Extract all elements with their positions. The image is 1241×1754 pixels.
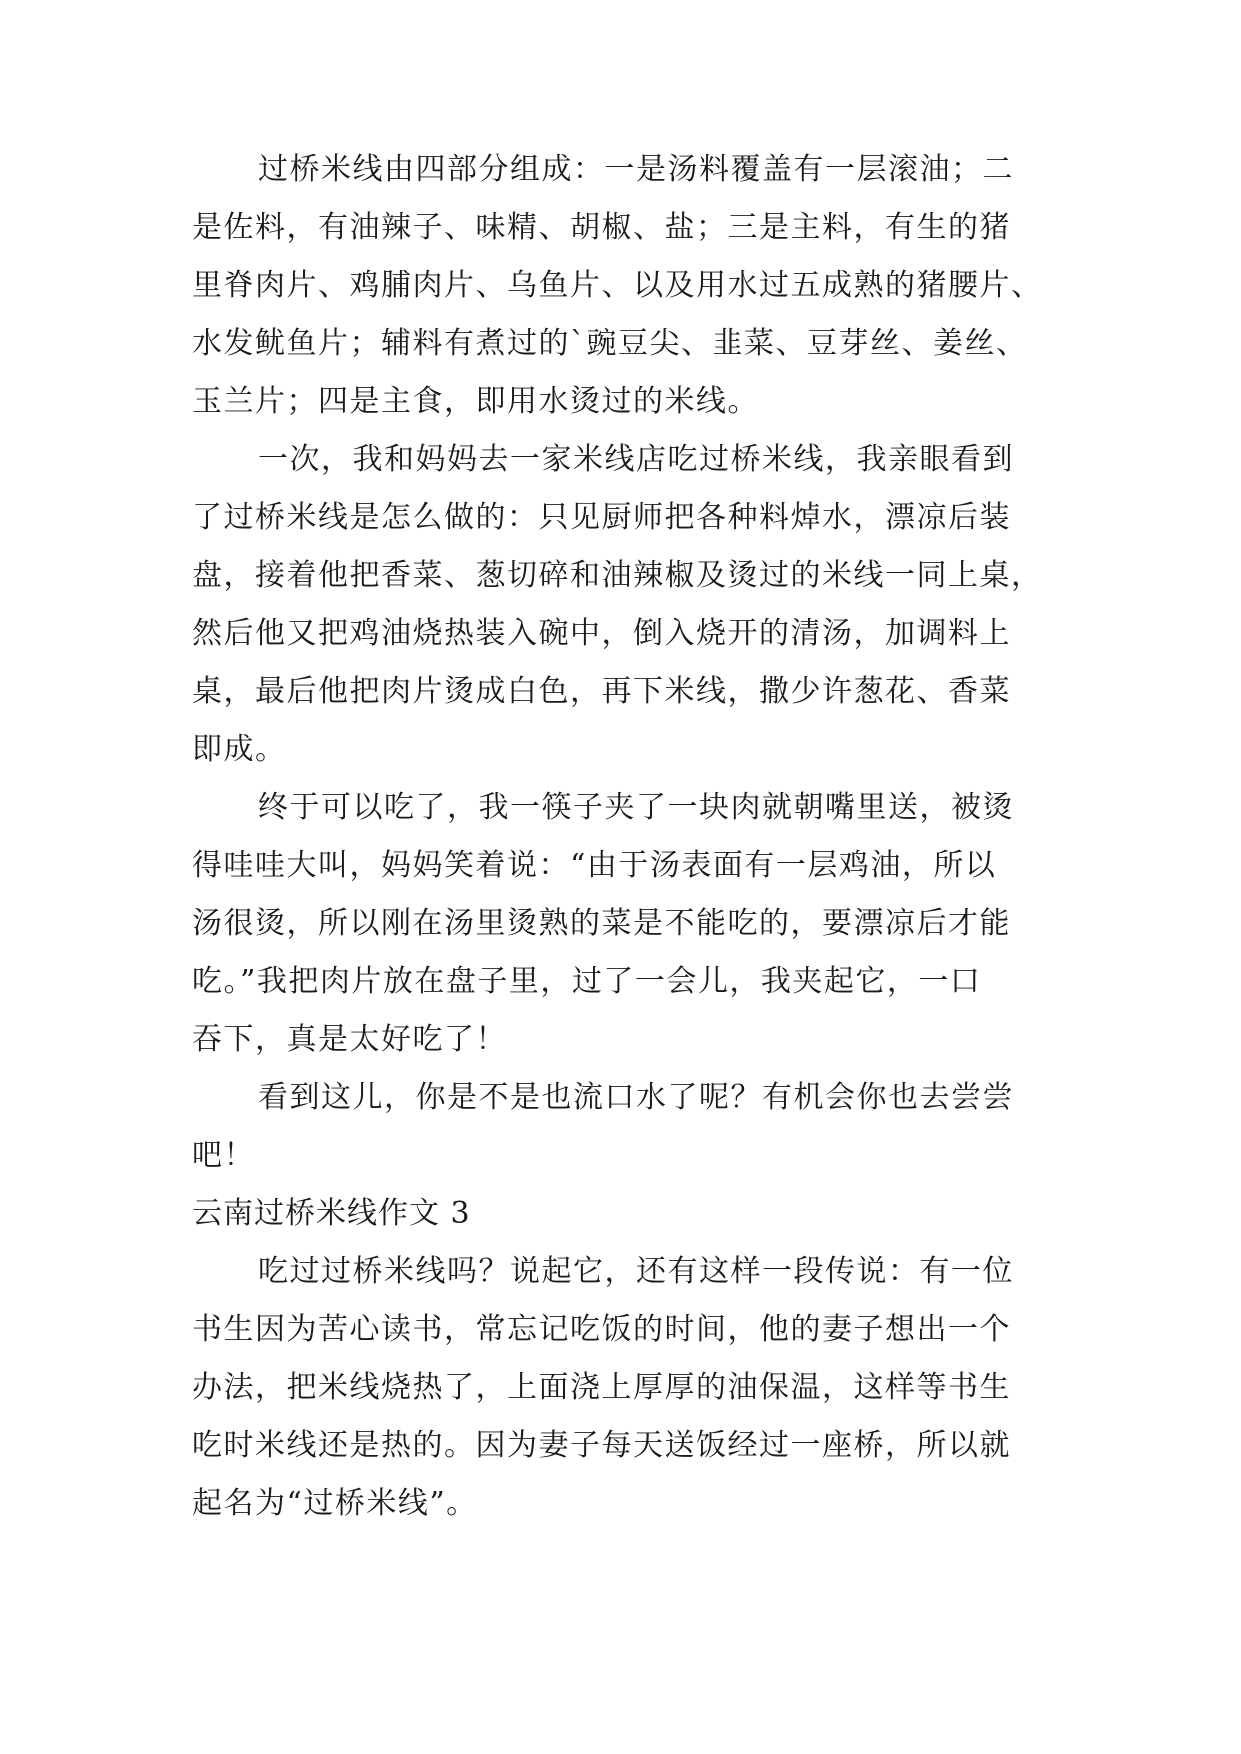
paragraph-2-line-1: 一次，我和妈妈去一家米线店吃过桥米线，我亲眼看到 xyxy=(258,442,1014,477)
paragraph-5-line-4: 吃时米线还是热的。因为妻子每天送饭经过一座桥，所以就 xyxy=(192,1428,1011,1463)
paragraph-2-line-4: 然后他又把鸡油烧热装入碗中，倒入烧开的清汤，加调料上 xyxy=(192,616,1011,651)
paragraph-3-line-2: 得哇哇大叫，妈妈笑着说：“由于汤表面有一层鸡油，所以 xyxy=(192,848,997,883)
paragraph-4-line-2: 吧！ xyxy=(192,1138,255,1173)
paragraph-3-line-5: 吞下，真是太好吃了！ xyxy=(192,1022,507,1057)
paragraph-3-line-1: 终于可以吃了，我一筷子夹了一块肉就朝嘴里送，被烫 xyxy=(258,790,1014,825)
paragraph-5-line-1: 吃过过桥米线吗？说起它，还有这样一段传说：有一位 xyxy=(258,1254,1014,1289)
paragraph-2-line-2: 了过桥米线是怎么做的：只见厨师把各种料焯水，漂凉后装 xyxy=(192,500,1011,535)
section-heading: 云南过桥米线作文 3 xyxy=(192,1196,471,1231)
paragraph-1-line-3: 里脊肉片、鸡脯肉片、乌鱼片、以及用水过五成熟的猪腰片、 xyxy=(192,268,1043,303)
paragraph-1-line-5: 玉兰片；四是主食，即用水烫过的米线。 xyxy=(192,384,759,419)
paragraph-5-line-5: 起名为“过桥米线”。 xyxy=(192,1486,478,1521)
paragraph-2-line-6: 即成。 xyxy=(192,732,287,767)
paragraph-1-line-1: 过桥米线由四部分组成：一是汤料覆盖有一层滚油；二 xyxy=(258,152,1014,187)
paragraph-1-line-2: 是佐料，有油辣子、味精、胡椒、盐；三是主料，有生的猪 xyxy=(192,210,1011,245)
paragraph-4-line-1: 看到这儿，你是不是也流口水了呢？有机会你也去尝尝 xyxy=(258,1080,1014,1115)
paragraph-2-line-3: 盘，接着他把香菜、葱切碎和油辣椒及烫过的米线一同上桌， xyxy=(192,558,1043,593)
paragraph-3-line-4: 吃。”我把肉片放在盘子里，过了一会儿，我夹起它，一口 xyxy=(192,964,982,999)
paragraph-5-line-3: 办法，把米线烧热了，上面浇上厚厚的油保温，这样等书生 xyxy=(192,1370,1011,1405)
paragraph-1-line-4: 水发鱿鱼片；辅料有煮过的`豌豆尖、韭菜、豆芽丝、姜丝、 xyxy=(192,326,1028,361)
paragraph-5-line-2: 书生因为苦心读书，常忘记吃饭的时间，他的妻子想出一个 xyxy=(192,1312,1011,1347)
paragraph-3-line-3: 汤很烫，所以刚在汤里烫熟的菜是不能吃的，要漂凉后才能 xyxy=(192,906,1011,941)
paragraph-2-line-5: 桌，最后他把肉片烫成白色，再下米线，撒少许葱花、香菜 xyxy=(192,674,1011,709)
